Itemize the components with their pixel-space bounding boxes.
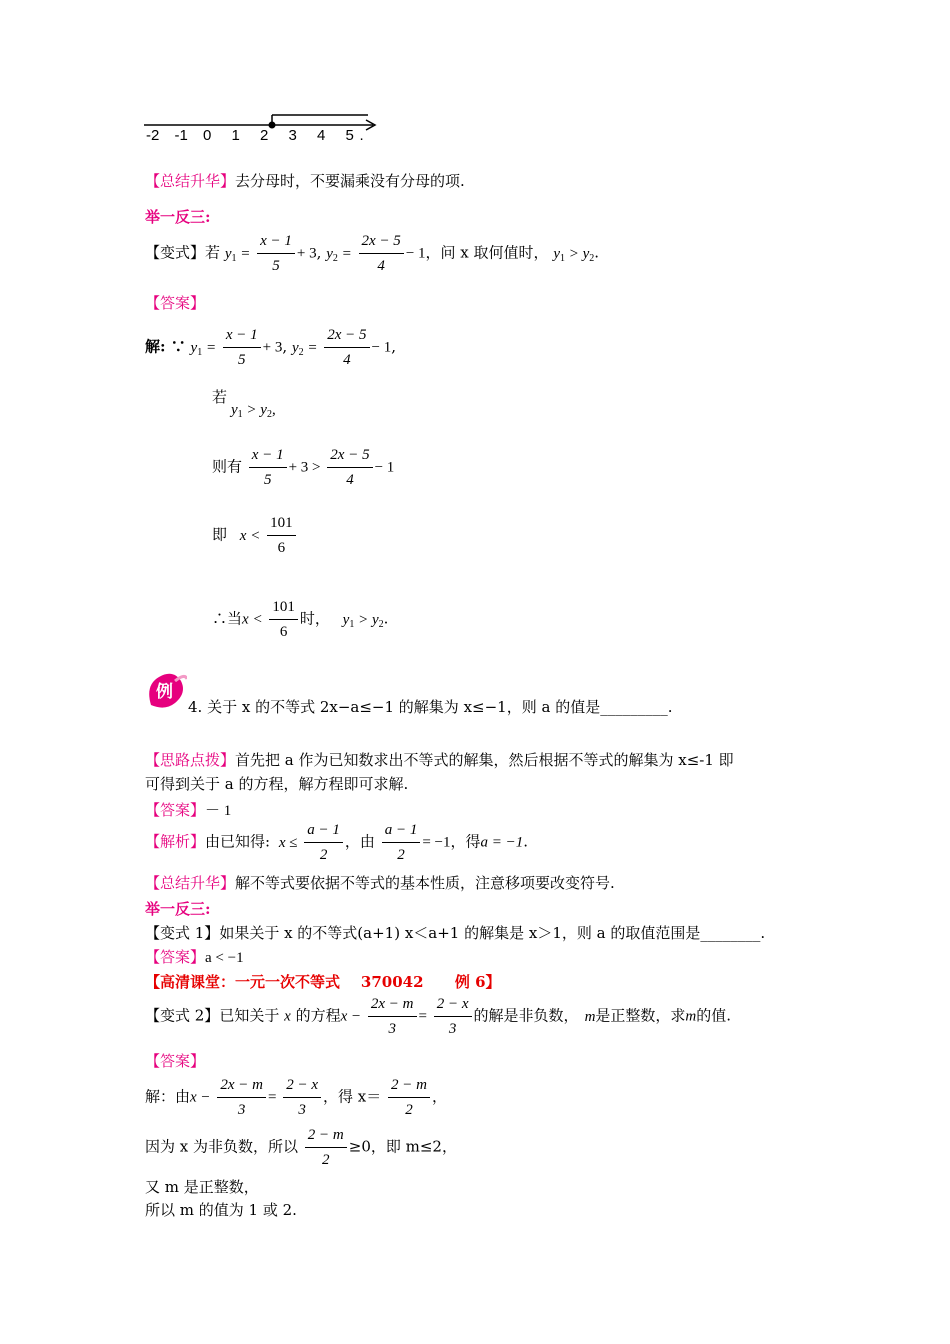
frac-num: 2x − m — [368, 995, 417, 1017]
solution2-line-1: 解：由x − $\frac{2x - m}{3}$ = $\frac{2 - x}{3}$ ，得 x＝ $\frac{2 - m}{2}$ ， — [145, 1077, 447, 1118]
frac-den: 2 — [405, 1102, 413, 1118]
frac-num: a − 1 — [382, 821, 421, 843]
example-badge-text: 例 — [156, 682, 173, 702]
tick-label: 5 — [345, 127, 354, 144]
variant-1 — [145, 232, 599, 275]
frac-den: 3 — [448, 1021, 457, 1037]
solution2-line-2: 因为 x 为非负数，所以 $\frac{2 - m}{2}$ ≥0，即 m≤2， — [145, 1127, 457, 1168]
frac-num: x − 1 — [223, 326, 261, 348]
variant-ask: ，问 x 取何值时， — [425, 243, 549, 262]
frac-den: 5 — [238, 352, 246, 368]
tick-label: -2 — [146, 127, 160, 144]
tick-label: 2 — [260, 127, 269, 144]
frac-den: 2 — [397, 847, 405, 863]
solution-ie: 即 — [212, 525, 228, 544]
number-line — [140, 108, 390, 148]
variant-2: 【变式 2】已知关于 x 的方程x − $\frac{2x - m}{3}$ = $\frac{2 - x}{3}$ 的解是非负数， m是正整数，求m的值. — [145, 996, 732, 1037]
variant-1b — [145, 922, 765, 943]
summary-2 — [145, 872, 615, 893]
frac-den: 2 — [322, 1152, 330, 1168]
variant-tag: 【变式 2】 — [145, 1006, 220, 1025]
frac-num: 2 − x — [434, 995, 472, 1017]
variant-text: 如果关于 x 的不等式(a+1) x＜a+1 的解集是 x＞1，则 a 的取值范围是________. — [219, 924, 766, 942]
tick-label: 4 — [317, 127, 326, 144]
frac-num: 2 − m — [305, 1126, 347, 1148]
answer-tag: 【答案】 — [145, 801, 206, 819]
hint-line-2: 可得到关于 a 的方程，解方程即可求解. — [145, 775, 409, 793]
summary-tag: 【总结升华】 — [145, 172, 236, 190]
summary-text: 去分母时，不要漏乘没有分母的项. — [235, 172, 465, 190]
example-4-text: 4. 关于 x 的不等式 2x−a≤−1 的解集为 x≤−1，则 a 的值是_________. — [188, 698, 673, 716]
solution-line-3: 则有 $\frac{x - 1}{5}$ + 3 > $\frac{2x - 5}{4}$ − 1 — [212, 447, 395, 488]
solution2-line-3: 又 m 是正整数， — [145, 1178, 259, 1196]
tick-label: 3 — [288, 127, 297, 144]
tick-label: 1 — [231, 127, 240, 144]
solution-therefore: ∴当 — [212, 609, 243, 628]
frac-num: 2 − x — [283, 1076, 321, 1098]
tick-label: -1 — [174, 127, 188, 144]
y1-label: $y_1$ = — [224, 245, 251, 264]
comma: , — [316, 243, 322, 262]
solution-then: 则有 — [212, 457, 243, 476]
hint-text: 首先把 a 作为已知数求出不等式的解集，然后根据不等式的解集为 x≤-1 即 — [235, 751, 734, 769]
frac-num: a − 1 — [304, 821, 343, 843]
frac-num: x − 1 — [249, 446, 287, 468]
frac-num: 2x − 5 — [359, 232, 404, 254]
period: . — [594, 243, 600, 262]
answer-tag: 【答案】 — [145, 948, 206, 966]
tick-label: 0 — [203, 127, 212, 144]
variant-tag: 【变式】 — [145, 243, 206, 262]
answer-value: － 1 — [205, 803, 232, 819]
frac-num: 101 — [269, 598, 298, 620]
frac-den: 5 — [272, 258, 280, 274]
y1-gt-y2: $y_1 > y_2$ — [553, 245, 595, 264]
frac-num: x − 1 — [257, 232, 295, 254]
example-badge — [145, 671, 187, 715]
solution-line-5: ∴当x < $\frac{101}{6}$ 时， $y_1 > y_2$. — [212, 599, 389, 640]
frac-den: 3 — [298, 1102, 306, 1118]
jyfs-heading-1: 举一反三: — [145, 208, 211, 226]
frac-den: 2 — [319, 847, 328, 863]
solution-line-1: 解: ∵ $y_1$ = $\frac{x - 1}{5}$ + 3, $y_2$ = $\frac{2x - 5}{4}$ − 1, — [145, 327, 397, 368]
y1-gt-y2: $y_1 > y_2$, — [231, 402, 276, 420]
variant-if: 若 — [205, 243, 221, 262]
hint-tag: 【思路点拨】 — [145, 751, 236, 769]
frac-den: 3 — [388, 1021, 396, 1037]
plus-3: + 3 — [296, 245, 317, 262]
frac-den: 4 — [343, 352, 351, 368]
y2-label: $y_2$ = — [326, 245, 352, 264]
frac-den: 3 — [237, 1102, 246, 1118]
frac-num: 2x − m — [217, 1076, 266, 1098]
frac-den: 4 — [346, 472, 354, 488]
analysis-line: 【解析】由已知得: x ≤ $\frac{a - 1}{2}$ ，由 $\frac{a - 1}{2}$ = −1，得a = −1. — [145, 822, 529, 863]
summary-1 — [145, 170, 465, 191]
summary-tag: 【总结升华】 — [145, 874, 236, 892]
analysis-tag: 【解析】 — [145, 832, 206, 851]
solution2-line-4: 所以 m 的值为 1 或 2. — [145, 1201, 297, 1219]
answer-value: a < −1 — [205, 950, 244, 966]
answer-tag-1: 【答案】 — [145, 294, 206, 312]
hint-line-1 — [145, 749, 734, 770]
answer-2 — [145, 799, 231, 820]
summary-text: 解不等式要依据不等式的基本性质，注意移项要改变符号. — [235, 874, 615, 892]
period: . — [359, 127, 364, 144]
variant-tag: 【变式 1】 — [145, 924, 220, 942]
solution-label: 解: ∵ — [145, 337, 186, 356]
answer-tag-4: 【答案】 — [145, 1052, 206, 1070]
frac-num: 2x − 5 — [324, 326, 369, 348]
jyfs-heading-2: 举一反三: — [145, 900, 211, 918]
frac-num: 101 — [267, 514, 296, 536]
frac-den: 5 — [263, 472, 272, 488]
solution-line-4: 即 x < $\frac{101}{6}$ — [212, 514, 298, 557]
hd-classroom-title: 【高清课堂：一元一次不等式 370042 例 6】 — [145, 973, 501, 991]
minus-1: − 1 — [405, 245, 426, 262]
frac-num: 2 − m — [388, 1076, 430, 1098]
frac-den: 4 — [377, 258, 385, 274]
frac-den: 6 — [277, 540, 286, 556]
solution-if: 若 — [212, 388, 228, 406]
frac-num: 2x − 5 — [327, 446, 372, 468]
frac-den: 6 — [279, 624, 288, 640]
answer-3 — [145, 946, 244, 967]
